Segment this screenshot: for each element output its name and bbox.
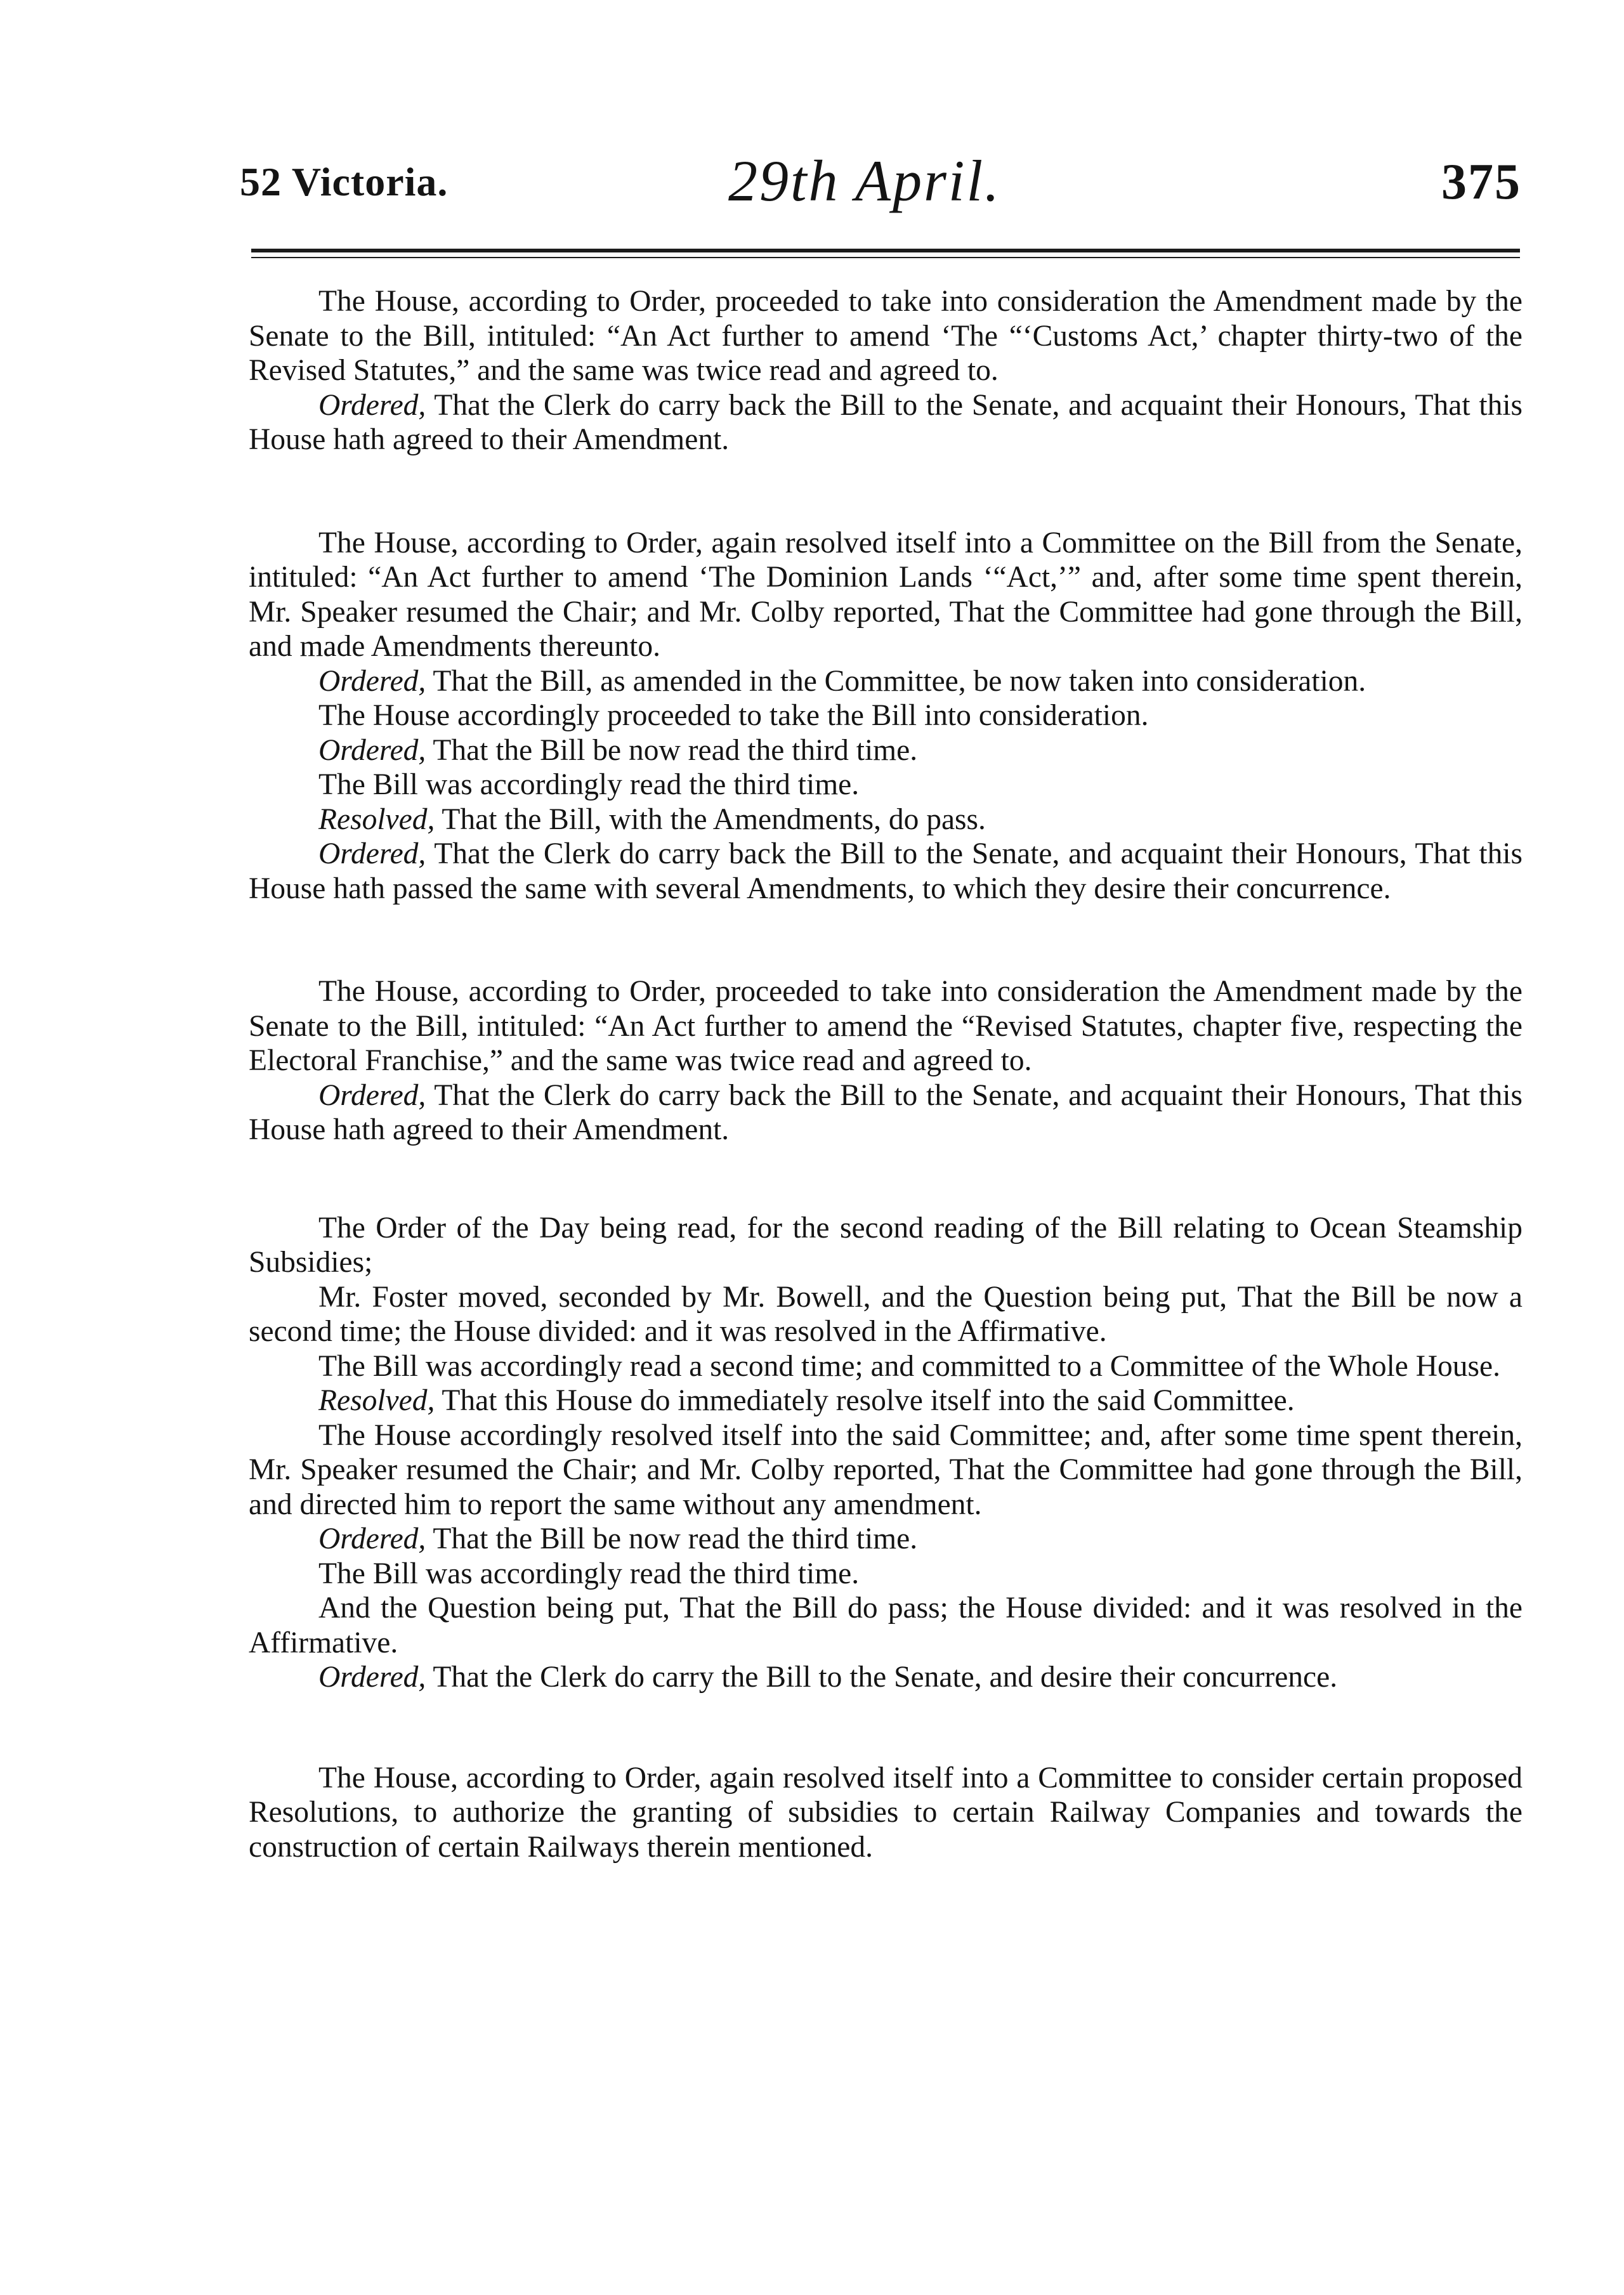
session-label: 52 Victoria. bbox=[240, 159, 449, 204]
paragraph: Ordered, That the Clerk do carry back the Bill to the Senate, and acquaint their Honours, That this House hath agreed to their Amendment. bbox=[249, 1078, 1522, 1146]
paragraph: Ordered, That the Bill be now read the third time. bbox=[318, 1522, 918, 1555]
paragraph: The House, according to Order, proceeded to take into consideration the Amendment made by the Senate to the Bill, intituled: “An Act further to amend ‘The “‘Customs Act,’ chapter thirty-two of the Revised Statutes,” and the same was twice read and agreed to. bbox=[249, 285, 1522, 387]
paragraph: The House accordingly resolved itself into the said Committee; and, after some time spent therein, Mr. Speaker resumed the Chair; and Mr. Colby reported, That the Committee had gone through the Bill, and directed him to report the same without any amendment. bbox=[249, 1418, 1522, 1521]
paragraph: Ordered, That the Bill, as amended in the Committee, be now taken into consideration. bbox=[318, 664, 1366, 698]
header-rule-thin bbox=[251, 257, 1520, 258]
entry-ocean-steamship-subsidies bbox=[249, 1211, 1522, 1695]
paragraph: Ordered, That the Bill be now read the third time. bbox=[318, 733, 918, 767]
paragraph: Resolved, That this House do immediately resolve itself into the said Committee. bbox=[318, 1384, 1295, 1417]
page-number: 375 bbox=[1441, 154, 1521, 210]
entry-railway-subsidies bbox=[249, 1761, 1522, 1865]
paragraph: The House, according to Order, again resolved itself into a Committee to consider certain proposed Resolutions, to authorize the granting of subsidies to certain Railway Companies and towards the construction of certain Railways therein mentioned. bbox=[249, 1761, 1522, 1864]
entry-electoral-franchise bbox=[249, 974, 1522, 1148]
paragraph: The Bill was accordingly read the third time. bbox=[318, 1557, 860, 1590]
paragraph: The House, according to Order, again resolved itself into a Committee on the Bill from the Senate, intituled: “An Act further to amend ‘The Dominion Lands ‘“Act,’” and, after some time spent therein, Mr. Speaker resumed the Chair; and Mr. Colby reported, That the Committee had gone through the Bill, and made Amendments thereunto. bbox=[249, 526, 1522, 663]
paragraph: The Bill was accordingly read a second time; and committed to a Committee of the Whole House. bbox=[318, 1349, 1500, 1383]
paragraph: The House accordingly proceeded to take the Bill into consideration. bbox=[318, 699, 1149, 732]
header-rule-thick bbox=[251, 249, 1520, 252]
journal-body bbox=[249, 284, 1522, 1864]
paragraph: The House, according to Order, proceeded to take into consideration the Amendment made by the Senate to the Bill, intituled: “An Act further to amend the “Revised Statutes, chapter five, respecting the Electoral Franchise,” and the same was twice read and agreed to. bbox=[249, 975, 1522, 1077]
entry-dominion-lands-act bbox=[249, 526, 1522, 906]
paragraph: The Order of the Day being read, for the second reading of the Bill relating to Ocean Steamship Subsidies; bbox=[249, 1211, 1522, 1279]
entry-customs-act bbox=[249, 284, 1522, 457]
page-header bbox=[240, 147, 1521, 223]
paragraph: Resolved, That the Bill, with the Amendments, do pass. bbox=[318, 802, 986, 836]
date-heading: 29th April. bbox=[728, 148, 1002, 213]
paragraph: Ordered, That the Clerk do carry back the Bill to the Senate, and acquaint their Honours, That this House hath agreed to their Amendment. bbox=[249, 388, 1522, 456]
paragraph: Ordered, That the Clerk do carry the Bill to the Senate, and desire their concurrence. bbox=[318, 1661, 1338, 1694]
paragraph: Ordered, That the Clerk do carry back the Bill to the Senate, and acquaint their Honours, That this House hath passed the same with several Amendments, to which they desire their concurrence. bbox=[249, 837, 1522, 905]
paragraph: Mr. Foster moved, seconded by Mr. Bowell, and the Question being put, That the Bill be now a second time; the House divided: and it was resolved in the Affirmative. bbox=[249, 1280, 1522, 1348]
paragraph: The Bill was accordingly read the third time. bbox=[318, 768, 860, 801]
paragraph: And the Question being put, That the Bill do pass; the House divided: and it was resolved in the Affirmative. bbox=[249, 1592, 1522, 1659]
